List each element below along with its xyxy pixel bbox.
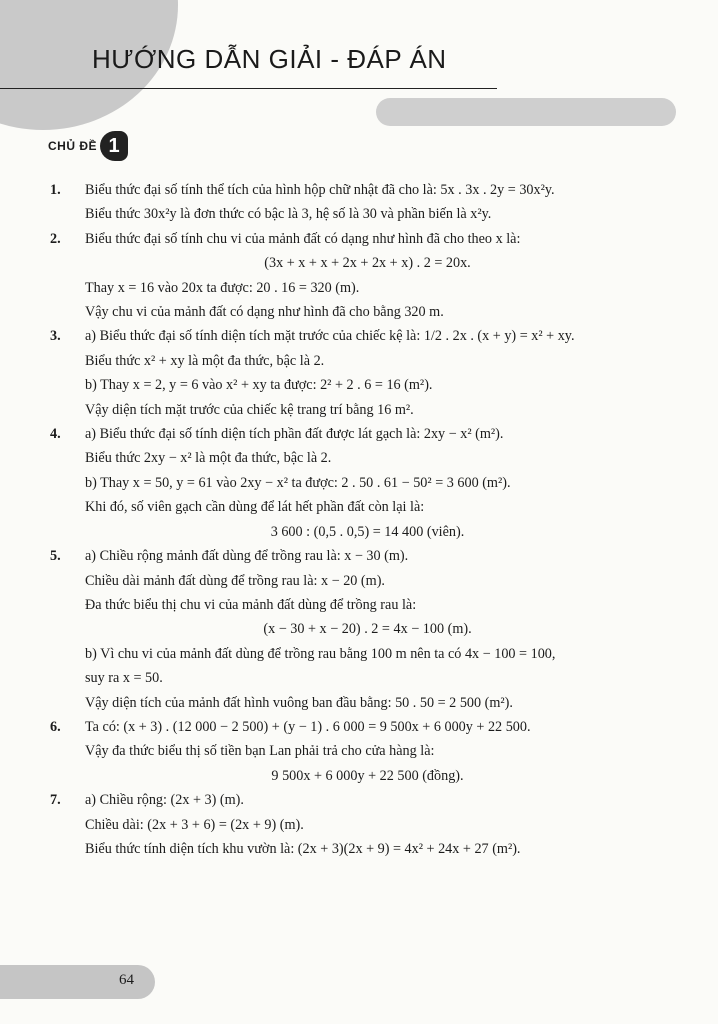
- topic-number: 1: [100, 131, 128, 161]
- equation-line: 3 600 : (0,5 . 0,5) = 14 400 (viên).: [270, 523, 465, 540]
- title-underline: [0, 88, 497, 89]
- text-line: Khi đó, số viên gạch cần dùng để lát hết phần đất còn lại là:: [85, 499, 425, 516]
- text-line: suy ra x = 50.: [85, 670, 163, 687]
- equation-line: (3x + x + x + 2x + 2x + x) . 2 = 20x.: [264, 255, 471, 272]
- text-line: Vậy diện tích mặt trước của chiếc kệ trang trí bằng 16 m².: [85, 401, 414, 418]
- text-line: Vậy diện tích của mảnh đất hình vuông ban đầu bằng: 50 . 50 = 2 500 (m²).: [85, 694, 513, 711]
- text-line: a) Chiều rộng mảnh đất dùng để trồng rau là: x − 30 (m).: [85, 548, 409, 565]
- answer-item: [50, 422, 690, 544]
- answer-item: [50, 715, 690, 788]
- title-decorative-band: [376, 98, 676, 126]
- text-line: Vậy đa thức biểu thị số tiền bạn Lan phải trả cho cửa hàng là:: [85, 743, 435, 760]
- answer-number: 6.: [50, 718, 61, 735]
- text-line: Biểu thức 30x²y là đơn thức có bậc là 3, hệ số là 30 và phần biến là x²y.: [85, 206, 492, 223]
- text-line: Chiều dài: (2x + 3 + 6) = (2x + 9) (m).: [85, 816, 304, 833]
- answer-number: 1.: [50, 182, 61, 198]
- text-line: Biểu thức đại số tính chu vi của mảnh đất có dạng như hình đã cho theo x là:: [85, 230, 521, 247]
- text-line: b) Thay x = 2, y = 6 vào x² + xy ta được: 2² + 2 . 6 = 16 (m²).: [85, 377, 433, 394]
- text-line: Chiều dài mảnh đất dùng để trồng rau là: x − 20 (m).: [85, 572, 385, 589]
- text-line: Thay x = 16 vào 20x ta được: 20 . 16 = 320 (m).: [85, 279, 360, 296]
- answer-item: [50, 544, 690, 715]
- answer-number: 5.: [50, 548, 61, 565]
- text-line: a) Biểu thức đại số tính diện tích mặt trước của chiếc kệ là: 1/2 . 2x . (x + y) = x² + xy.: [85, 328, 575, 345]
- text-line: b) Vì chu vi của mảnh đất dùng để trồng rau bằng 100 m nên ta có 4x − 100 = 100,: [85, 645, 556, 662]
- answer-item: [50, 788, 690, 861]
- answer-number: 4.: [50, 426, 61, 443]
- page-number: 64: [119, 972, 134, 988]
- answer-number: 2.: [50, 230, 61, 247]
- text-line: a) Biểu thức đại số tính diện tích phần đất được lát gạch là: 2xy − x² (m²).: [85, 426, 504, 443]
- text-line: Biểu thức đại số tính thể tích của hình hộp chữ nhật đã cho là: 5x . 3x . 2y = 30x²y.: [85, 182, 555, 198]
- text-line: Vậy chu vi của mảnh đất có dạng như hình đã cho bằng 320 m.: [85, 304, 444, 321]
- answer-item: [50, 227, 690, 325]
- topic-label: CHỦ ĐỀ: [48, 139, 98, 153]
- answer-number: 7.: [50, 792, 61, 809]
- text-line: b) Thay x = 50, y = 61 vào 2xy − x² ta được: 2 . 50 . 61 − 50² = 3 600 (m²).: [85, 474, 511, 491]
- text-line: Biểu thức 2xy − x² là một đa thức, bậc là 2.: [85, 450, 332, 467]
- answer-item: [50, 324, 690, 422]
- text-line: Ta có: (x + 3) . (12 000 − 2 500) + (y − 1) . 6 000 = 9 500x + 6 000y + 22 500.: [85, 718, 531, 735]
- text-line: Biểu thức x² + xy là một đa thức, bậc là 2.: [85, 352, 325, 369]
- text-line: Biểu thức tính diện tích khu vườn là: (2x + 3)(2x + 9) = 4x² + 24x + 27 (m²).: [85, 840, 521, 857]
- text-line: a) Chiều rộng: (2x + 3) (m).: [85, 792, 244, 809]
- page-title: HƯỚNG DẪN GIẢI - ĐÁP ÁN: [92, 44, 447, 74]
- text-line: Đa thức biểu thị chu vi của mảnh đất dùng để trồng rau là:: [85, 596, 417, 613]
- answer-item: [50, 178, 690, 227]
- answer-list: [50, 178, 690, 861]
- equation-line: (x − 30 + x − 20) . 2 = 4x − 100 (m).: [263, 621, 472, 638]
- answer-number: 3.: [50, 328, 61, 345]
- equation-line: 9 500x + 6 000y + 22 500 (đồng).: [271, 767, 464, 784]
- topic-badge: [48, 131, 128, 161]
